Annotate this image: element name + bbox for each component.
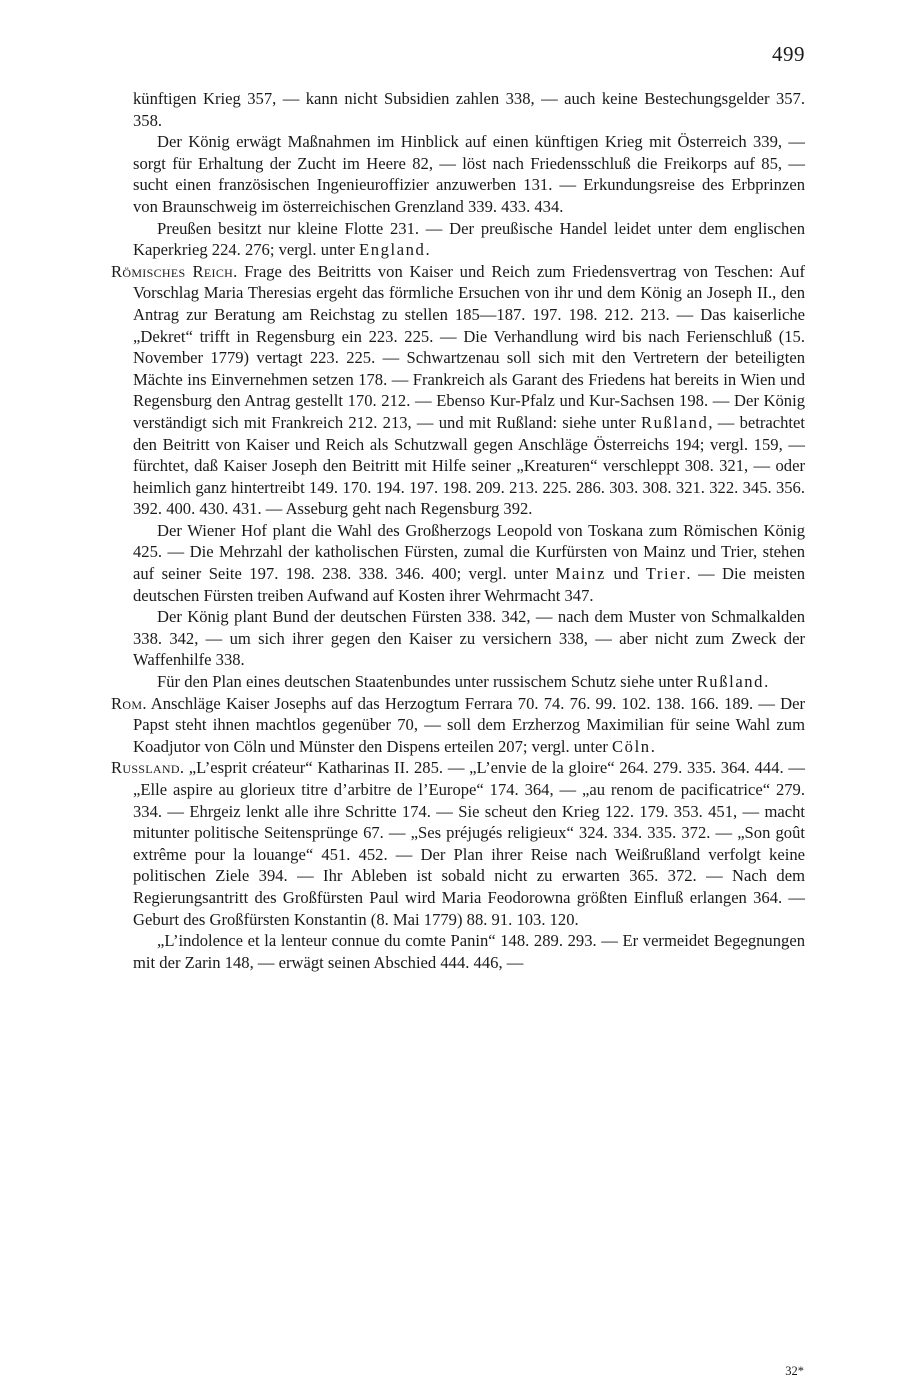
text-run: künftigen Krieg 357, — kann nicht Subsidien zahlen 338, — auch keine Bestechungsgelder 357. 358. (133, 89, 805, 130)
cross-reference: Trier (645, 564, 687, 584)
index-entry (111, 757, 805, 930)
text-run: , — betrachtet den Beitritt von Kaiser und Reich als Schutzwall gegen Anschläge Österreichs 194; vergl. 159, — fürchtet, daß Kaiser Joseph den Beitritt mit Hilfe seiner „Kreaturen“ verschleppt 308. 321, — oder heimlich ganz hintertreibt 149. 170. 194. 197. 198. 209. 213. 225. 286. 303. 308. 321. 322. 345. 356. 392. 400. 430. 431. — Asseburg geht nach Regensburg 392. (133, 412, 806, 519)
text-run: . „L’esprit créateur“ Katharinas II. 285. — „L’envie de la gloire“ 264. 279. 335. 364. 444. — „Elle aspire au glorieux titre d’arbitre de l’Europe“ 174. 364, — „au renom de pacificatrice“ 279. 334. — Ehrgeiz lenkt alle ihre Schritte 174. — Sie scheut den Krieg 122. 179. 353. 451, — macht mitunter politische Seitensprünge 67. — „Ses préjugés religieux“ 324. 334. 335. 372. — „Son goût extrême pour la louange“ 451. 452. — Der Plan ihrer Reise nach Weißrußland verfolgt keine politischen Ziele 394. — Ihr Ableben ist sobald nicht zu erwarten 365. 372. — Nach dem Regierungsantritt des Großfürsten Paul wird Maria Feodorowna größten Einfluß erlangen 364. — Geburt des Großfürsten Konstantin (8. Mai 1779) 88. 91. 103. 120. (133, 758, 805, 929)
text-run: Preußen besitzt nur kleine Flotte 231. — Der preußische Handel leidet unter dem englischen Kaperkrieg 224. 276; vergl. unter (133, 218, 805, 260)
cross-reference: Cöln (612, 736, 651, 756)
text-run: Der König erwägt Maßnahmen im Hinblick auf einen künftigen Krieg mit Österreich 339, — sorgt für Erhaltung der Zucht im Heere 82, — löst nach Friedensschluß die Freikorps auf 85, — sucht einen französischen Ingenieuroffizier anzuwerben 131. — Erkundungsreise des Erbprinzen von Braunschweig im österreichischen Grenzland 339. 433. 434. (133, 132, 805, 216)
text-run: . (764, 672, 769, 692)
index-paragraph (133, 218, 805, 261)
text-run: . — Die meisten deutschen Fürsten treiben Aufwand auf Kosten ihrer Wehrmacht 347. (133, 564, 806, 605)
cross-reference: England (358, 240, 426, 260)
cross-reference: Rußland (696, 672, 765, 692)
index-paragraph (133, 88, 805, 131)
text-run: . Anschläge Kaiser Josephs auf das Herzogtum Ferrara 70. 74. 76. 99. 102. 138. 166. 189. — Der Papst steht ihnen machtlos gegenüber 70, — soll dem Erzherzog Maximilian für seine Wahl zum Koadjutor von Cöln und Münster den Dispens erteilen 207; vergl. unter (133, 693, 805, 756)
entry-heading: Russland (111, 758, 180, 778)
index-paragraph (133, 520, 805, 606)
index-entry (111, 693, 805, 758)
entry-heading: Römisches Reich (111, 261, 234, 281)
page-number: 499 (772, 42, 805, 66)
index-paragraph (133, 131, 805, 217)
text-run: Der Wiener Hof plant die Wahl des Großherzogs Leopold von Toskana zum Römischen König 425. — Die Mehrzahl der katholischen Fürsten, zumal die Kurfürsten von Mainz und Trier, stehen auf seiner Seite 197. 198. 238. 338. 346. 400; vergl. unter (133, 520, 805, 584)
text-run: „L’indolence et la lenteur connue du comte Panin“ 148. 289. 293. — Er vermeidet Begegnungen mit der Zarin 148, — erwägt seinen Abschied 444. 446, — (133, 931, 805, 972)
text-run: . (425, 240, 430, 260)
text-run: Für den Plan eines deutschen Staatenbundes unter russischem Schutz siehe unter (157, 672, 697, 692)
index-entry (111, 261, 806, 520)
index-paragraph (133, 671, 805, 693)
cross-reference: Mainz (555, 564, 606, 584)
text-run: . (650, 736, 655, 756)
index-paragraph (133, 930, 805, 973)
text-run: . Frage des Beitritts von Kaiser und Reich zum Friedensvertrag von Teschen: Auf Vorschlag Maria Theresias ergeht das förmliche Ersuchen von ihr und dem König an Joseph II., den Antrag zur Beratung am Reichstag zu stellen 185—187. 197. 198. 212. 213. — Das kaiserliche „Dekret“ trifft in Regensburg ein 223. 225. — Die Verhandlung wird bis nach Ferienschluß (15. November 1779) vertagt 223. 225. — Schwartzenau soll sich mit den Vertretern der beteiligten Mächte ins Einvernehmen setzen 178. — Frankreich als Garant des Friedens hat bereits in Wien und Regensburg den Antrag gestellt 170. 212. — Ebenso Kur-Pfalz und Kur-Sachsen 198. — Der König verständigt sich mit Frankreich 212. 213, — und mit Rußland: siehe unter (133, 261, 805, 432)
cross-reference: Rußland (640, 412, 709, 432)
signature-mark: 32* (785, 1364, 804, 1378)
index-text (111, 88, 806, 973)
text-run: und (606, 564, 646, 584)
text-run: Der König plant Bund der deutschen Fürsten 338. 342, — nach dem Muster von Schmalkalden 338. 342, — um sich ihrer gegen den Kaiser zu versichern 338, — aber nicht zum Zweck der Waffenhilfe 338. (133, 607, 805, 670)
entry-heading: Rom (111, 693, 143, 713)
index-paragraph (133, 606, 805, 671)
